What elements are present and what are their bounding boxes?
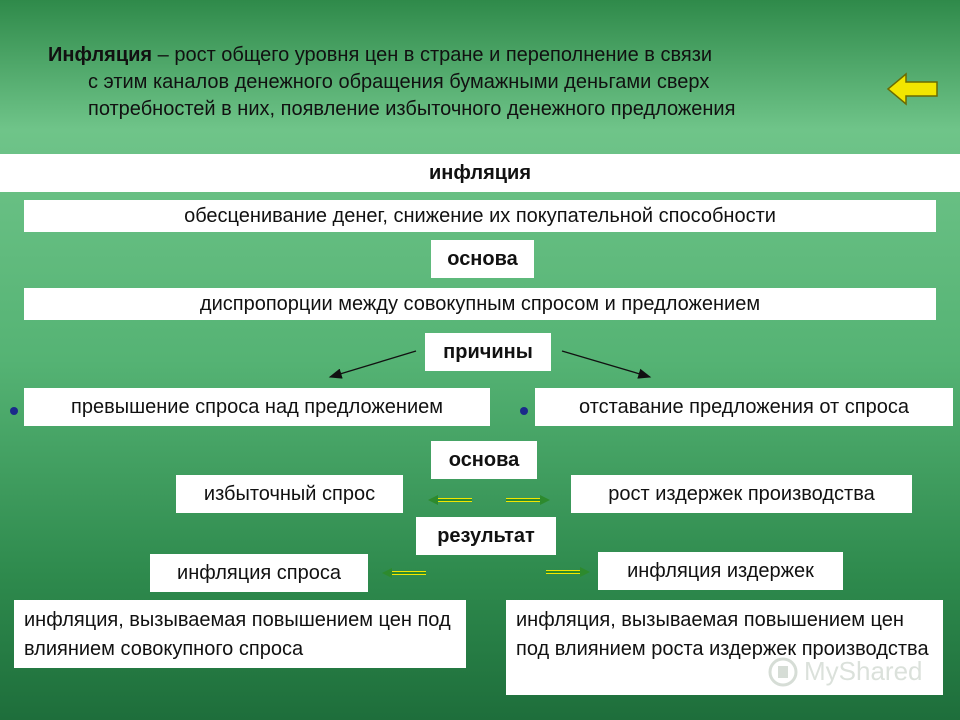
green-arrow-left-icon <box>428 494 476 506</box>
desc-right-box: инфляция, вызываемая повышением цен под влиянием роста издержек производства <box>506 600 943 695</box>
result-right-box: инфляция издержек <box>598 552 843 590</box>
label-result: результат <box>416 517 556 555</box>
label-basis-1: основа <box>431 240 534 278</box>
watermark <box>768 656 923 687</box>
cause-left-box: превышение спроса над предложением <box>24 388 490 426</box>
label-basis-2: основа <box>431 441 537 479</box>
green-arrow-left-2-icon <box>382 567 430 579</box>
definition-text-1: – рост общего уровня цен в стране и переполнение в связи <box>152 44 713 66</box>
myshared-logo-icon <box>768 657 798 687</box>
arrow-to-right-cause <box>562 351 650 377</box>
green-arrow-right-icon <box>502 494 550 506</box>
basis-right-box: рост издержек производства <box>571 475 912 513</box>
green-arrow-right-2-icon <box>542 566 590 578</box>
watermark-text: MyShared <box>804 656 923 686</box>
definition-line-2: с этим каналов денежного обращения бумажными деньгами сверх <box>88 71 710 93</box>
bullet-left <box>10 407 18 415</box>
arrow-to-left-cause <box>330 351 416 377</box>
header-inflation: инфляция <box>0 154 960 192</box>
definition-term: Инфляция <box>48 44 153 66</box>
label-causes: причины <box>425 333 551 371</box>
result-left-box: инфляция спроса <box>150 554 368 592</box>
bullet-right <box>520 407 528 415</box>
cause-right-box: отставание предложения от спроса <box>535 388 953 426</box>
basis-left-box: избыточный спрос <box>176 475 403 513</box>
disproportion-box: диспропорции между совокупным спросом и предложением <box>24 288 936 320</box>
devaluation-box: обесценивание денег, снижение их покупательной способности <box>24 200 936 232</box>
desc-left-box: инфляция, вызываемая повышением цен под влиянием совокупного спроса <box>14 600 466 668</box>
definition-line-3: потребностей в них, появление избыточного денежного предложения <box>88 98 736 120</box>
